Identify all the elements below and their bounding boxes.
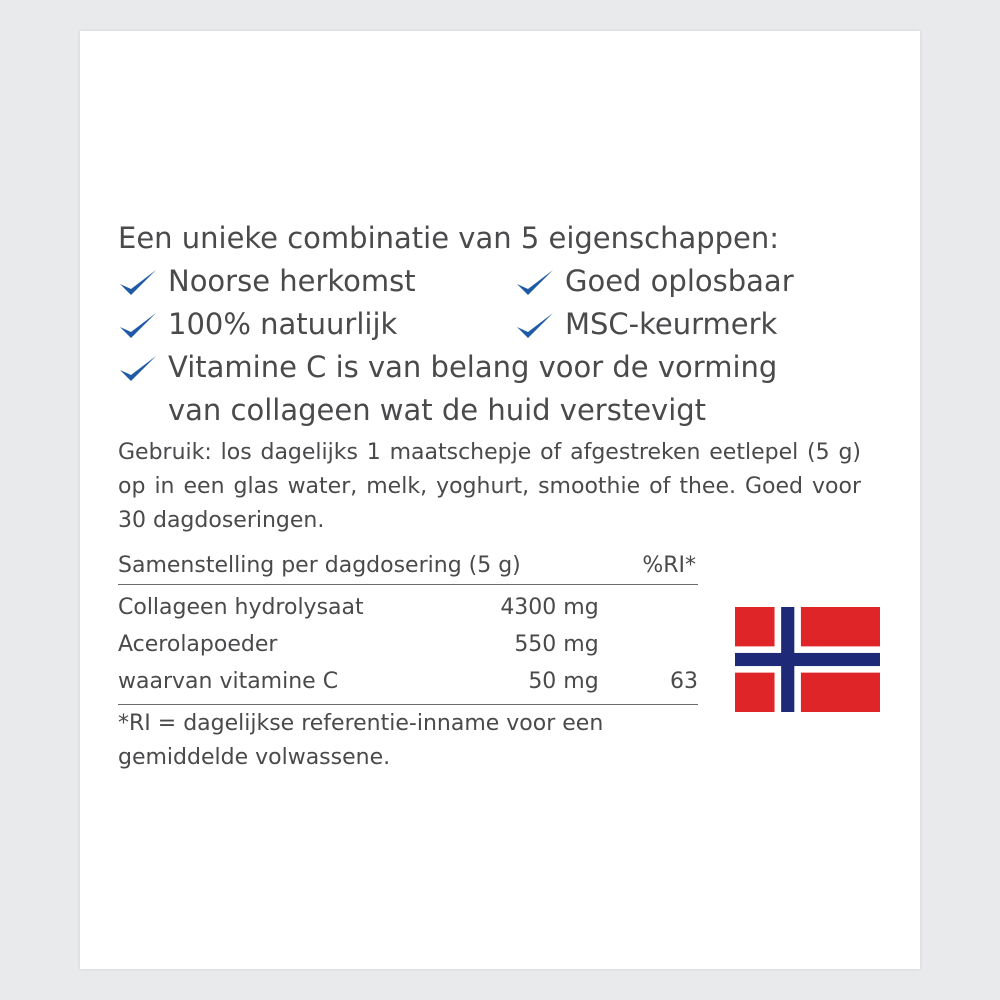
feature-long-line-2: van collageen wat de huid verstevigt <box>168 393 707 427</box>
ingredient-name: Acerolapoeder <box>118 632 278 657</box>
feature-label: 100% natuurlijk <box>168 307 398 341</box>
feature-row-3 <box>118 346 868 432</box>
feature-item <box>118 303 515 346</box>
ri-header: %RI* <box>599 548 698 585</box>
feature-long-text <box>168 346 777 432</box>
feature-item <box>118 346 777 432</box>
feature-label: MSC-keurmerk <box>565 307 778 341</box>
feature-item <box>118 260 515 303</box>
headline: Een unieke combinatie van 5 eigenschappen: <box>118 221 780 255</box>
ingredient-ri <box>599 626 698 663</box>
ingredient-name: Collageen hydrolysaat <box>118 595 364 620</box>
feature-item <box>515 260 794 303</box>
ingredient-name: waarvan vitamine C <box>118 663 457 705</box>
ingredient-amount: 4300 mg <box>500 595 599 620</box>
feature-item <box>515 303 777 346</box>
checkmark-icon <box>118 346 168 389</box>
checkmark-icon <box>515 303 565 346</box>
ingredient-amount: 550 mg <box>514 632 599 657</box>
feature-row-2 <box>118 303 868 346</box>
table-row <box>118 626 698 663</box>
norway-flag-icon <box>735 607 880 712</box>
composition-header: Samenstelling per dagdosering (5 g) <box>118 548 599 585</box>
usage-instructions: Gebruik: los dagelijks 1 maatschepje of afgestreken eetlepel (5 g) op in een glas water, melk, yoghurt, smoothie of thee. Goed voor 30 dagdoseringen. <box>118 440 861 533</box>
ingredient-ri: 63 <box>599 663 698 705</box>
table-row <box>118 663 698 705</box>
feature-row-1 <box>118 260 868 303</box>
feature-label: Goed oplosbaar <box>565 264 794 298</box>
ri-footnote: *RI = dagelijkse referentie-inname voor een gemiddelde volwassene. <box>118 711 604 770</box>
table-row <box>118 585 698 627</box>
checkmark-icon <box>118 260 168 303</box>
ingredient-amount: 50 mg <box>457 663 599 705</box>
composition-table <box>118 548 698 705</box>
feature-long-line-1: Vitamine C is van belang voor de vorming <box>168 350 778 384</box>
checkmark-icon <box>118 303 168 346</box>
ingredient-ri <box>599 585 698 627</box>
feature-label: Noorse herkomst <box>168 264 416 298</box>
checkmark-icon <box>515 260 565 303</box>
composition-header-row <box>118 548 698 585</box>
product-label-card <box>80 31 920 969</box>
